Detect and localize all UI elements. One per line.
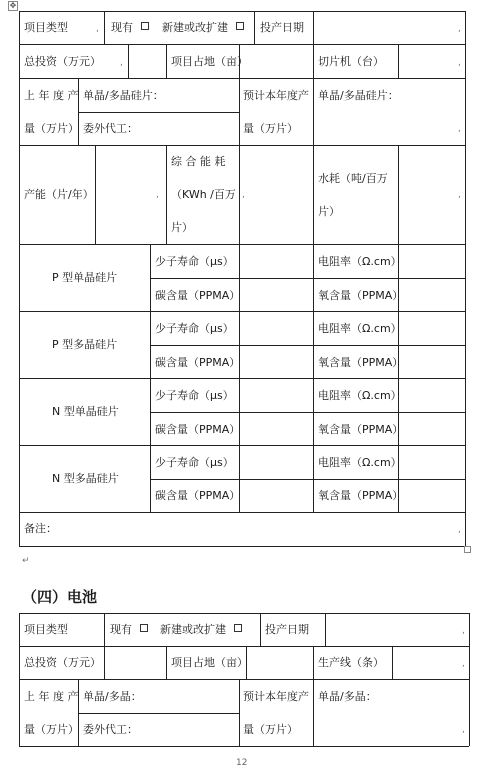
cell-mark: , bbox=[156, 190, 159, 200]
t2-existing-label: 现有 bbox=[110, 623, 132, 636]
carbon-label-1: 碳含量（PPMA） bbox=[155, 289, 241, 302]
label-capacity: 产能（片/年） bbox=[24, 188, 94, 201]
label-slicer: 切片机（台） bbox=[318, 55, 384, 68]
t2-new-expand-label: 新建或改扩建 bbox=[160, 623, 226, 636]
t2-option-new-expand bbox=[160, 623, 242, 637]
label-remarks: 备注： bbox=[24, 522, 57, 535]
carbon-label-4: 碳含量（PPMA） bbox=[155, 489, 241, 502]
oxygen-label-1: 氧含量（PPMA） bbox=[318, 289, 404, 302]
resistivity-label-1: 电阻率（Ω.cm） bbox=[318, 255, 402, 268]
lifetime-label-1: 少子寿命（μs） bbox=[155, 255, 234, 268]
t2-option-existing bbox=[110, 623, 148, 637]
t2-label-production-line: 生产线（条） bbox=[318, 656, 384, 669]
oxygen-label-3: 氧含量（PPMA） bbox=[318, 423, 404, 436]
option-new-expand bbox=[162, 21, 244, 35]
lifetime-label-2: 少子寿命（μs） bbox=[155, 322, 234, 335]
cell-mark: , bbox=[462, 626, 465, 636]
t2-label-planned-output-b: 量（万片） bbox=[243, 723, 298, 736]
t2-label-last-year-output-b: 量（万片） bbox=[24, 723, 79, 736]
wafer-row-name-2: P 型多晶硅片 bbox=[52, 338, 118, 351]
wafer-row-name-3: N 型单晶硅片 bbox=[52, 405, 119, 418]
t2-label-site-area: 项目占地（亩） bbox=[171, 656, 248, 669]
resistivity-label-2: 电阻率（Ω.cm） bbox=[318, 322, 402, 335]
cell-mark: , bbox=[458, 124, 461, 134]
cell-mark: , bbox=[462, 659, 465, 669]
label-energy-a: 综 合 能 耗 bbox=[171, 155, 226, 168]
label-site-area: 项目占地（亩） bbox=[171, 55, 248, 68]
cell-mark: , bbox=[462, 725, 465, 735]
t2-label-last-year-output-a: 上 年 度 产 bbox=[24, 690, 79, 703]
label-last-year-output-b: 量（万片） bbox=[24, 122, 79, 135]
label-mono-multi-wafer-2: 单晶/多晶硅片： bbox=[318, 89, 399, 102]
t2-label-planned-output-a: 预计本年度产 bbox=[243, 690, 309, 703]
label-planned-output-b: 量（万片） bbox=[243, 122, 298, 135]
label-outsourced: 委外代工： bbox=[83, 122, 138, 135]
label-energy-c: 片） bbox=[171, 221, 193, 234]
resistivity-label-3: 电阻率（Ω.cm） bbox=[318, 389, 402, 402]
section-title: （四）电池 bbox=[22, 588, 98, 606]
oxygen-label-4: 氧含量（PPMA） bbox=[318, 489, 404, 502]
oxygen-label-2: 氧含量（PPMA） bbox=[318, 356, 404, 369]
label-project-type: 项目类型 bbox=[24, 21, 68, 34]
t2-label-start-date: 投产日期 bbox=[265, 623, 309, 636]
cell-mark: , bbox=[458, 525, 461, 535]
cell-mark: , bbox=[458, 58, 461, 68]
new-expand-label: 新建或改扩建 bbox=[162, 21, 228, 34]
carbon-label-2: 碳含量（PPMA） bbox=[155, 356, 241, 369]
label-water-a: 水耗（吨/百万 bbox=[318, 172, 388, 185]
t2-label-mono-multi-2: 单晶/多晶： bbox=[318, 690, 377, 703]
carbon-label-3: 碳含量（PPMA） bbox=[155, 423, 241, 436]
label-start-date: 投产日期 bbox=[260, 21, 304, 34]
wafer-row-name-4: N 型多晶硅片 bbox=[52, 472, 119, 485]
t2-label-outsourced: 委外代工： bbox=[83, 723, 138, 736]
t2-existing-checkbox[interactable] bbox=[140, 624, 148, 632]
cell-mark: , bbox=[96, 24, 99, 34]
table-resize-handle[interactable] bbox=[464, 546, 471, 553]
paragraph-mark: ↵ bbox=[22, 556, 30, 566]
wafer-row-name-1: P 型单晶硅片 bbox=[52, 271, 118, 284]
existing-label: 现有 bbox=[111, 21, 133, 34]
label-mono-multi-wafer: 单晶/多晶硅片： bbox=[83, 89, 164, 102]
label-planned-output-a: 预计本年度产 bbox=[243, 89, 309, 102]
cell-mark: , bbox=[458, 190, 461, 200]
cell-mark: , bbox=[120, 58, 123, 68]
t2-label-mono-multi: 单晶/多晶： bbox=[83, 690, 142, 703]
lifetime-label-4: 少子寿命（μs） bbox=[155, 456, 234, 469]
page-number: 12 bbox=[236, 758, 248, 768]
t2-new-expand-checkbox[interactable] bbox=[234, 624, 242, 632]
label-energy-b: （KWh /百万 bbox=[171, 188, 236, 201]
label-water-b: 片） bbox=[318, 205, 340, 218]
label-last-year-output-a: 上 年 度 产 bbox=[24, 89, 79, 102]
table-move-handle[interactable]: ✥ bbox=[9, 1, 17, 10]
label-total-investment: 总投资（万元） bbox=[24, 55, 101, 68]
t2-label-total-investment: 总投资（万元） bbox=[24, 656, 101, 669]
cell-mark: , bbox=[458, 24, 461, 34]
new-expand-checkbox[interactable] bbox=[236, 22, 244, 30]
resistivity-label-4: 电阻率（Ω.cm） bbox=[318, 456, 402, 469]
cell-mark: , bbox=[242, 190, 245, 200]
existing-checkbox[interactable] bbox=[141, 22, 149, 30]
option-existing bbox=[111, 21, 149, 35]
lifetime-label-3: 少子寿命（μs） bbox=[155, 389, 234, 402]
t2-label-project-type: 项目类型 bbox=[24, 623, 68, 636]
